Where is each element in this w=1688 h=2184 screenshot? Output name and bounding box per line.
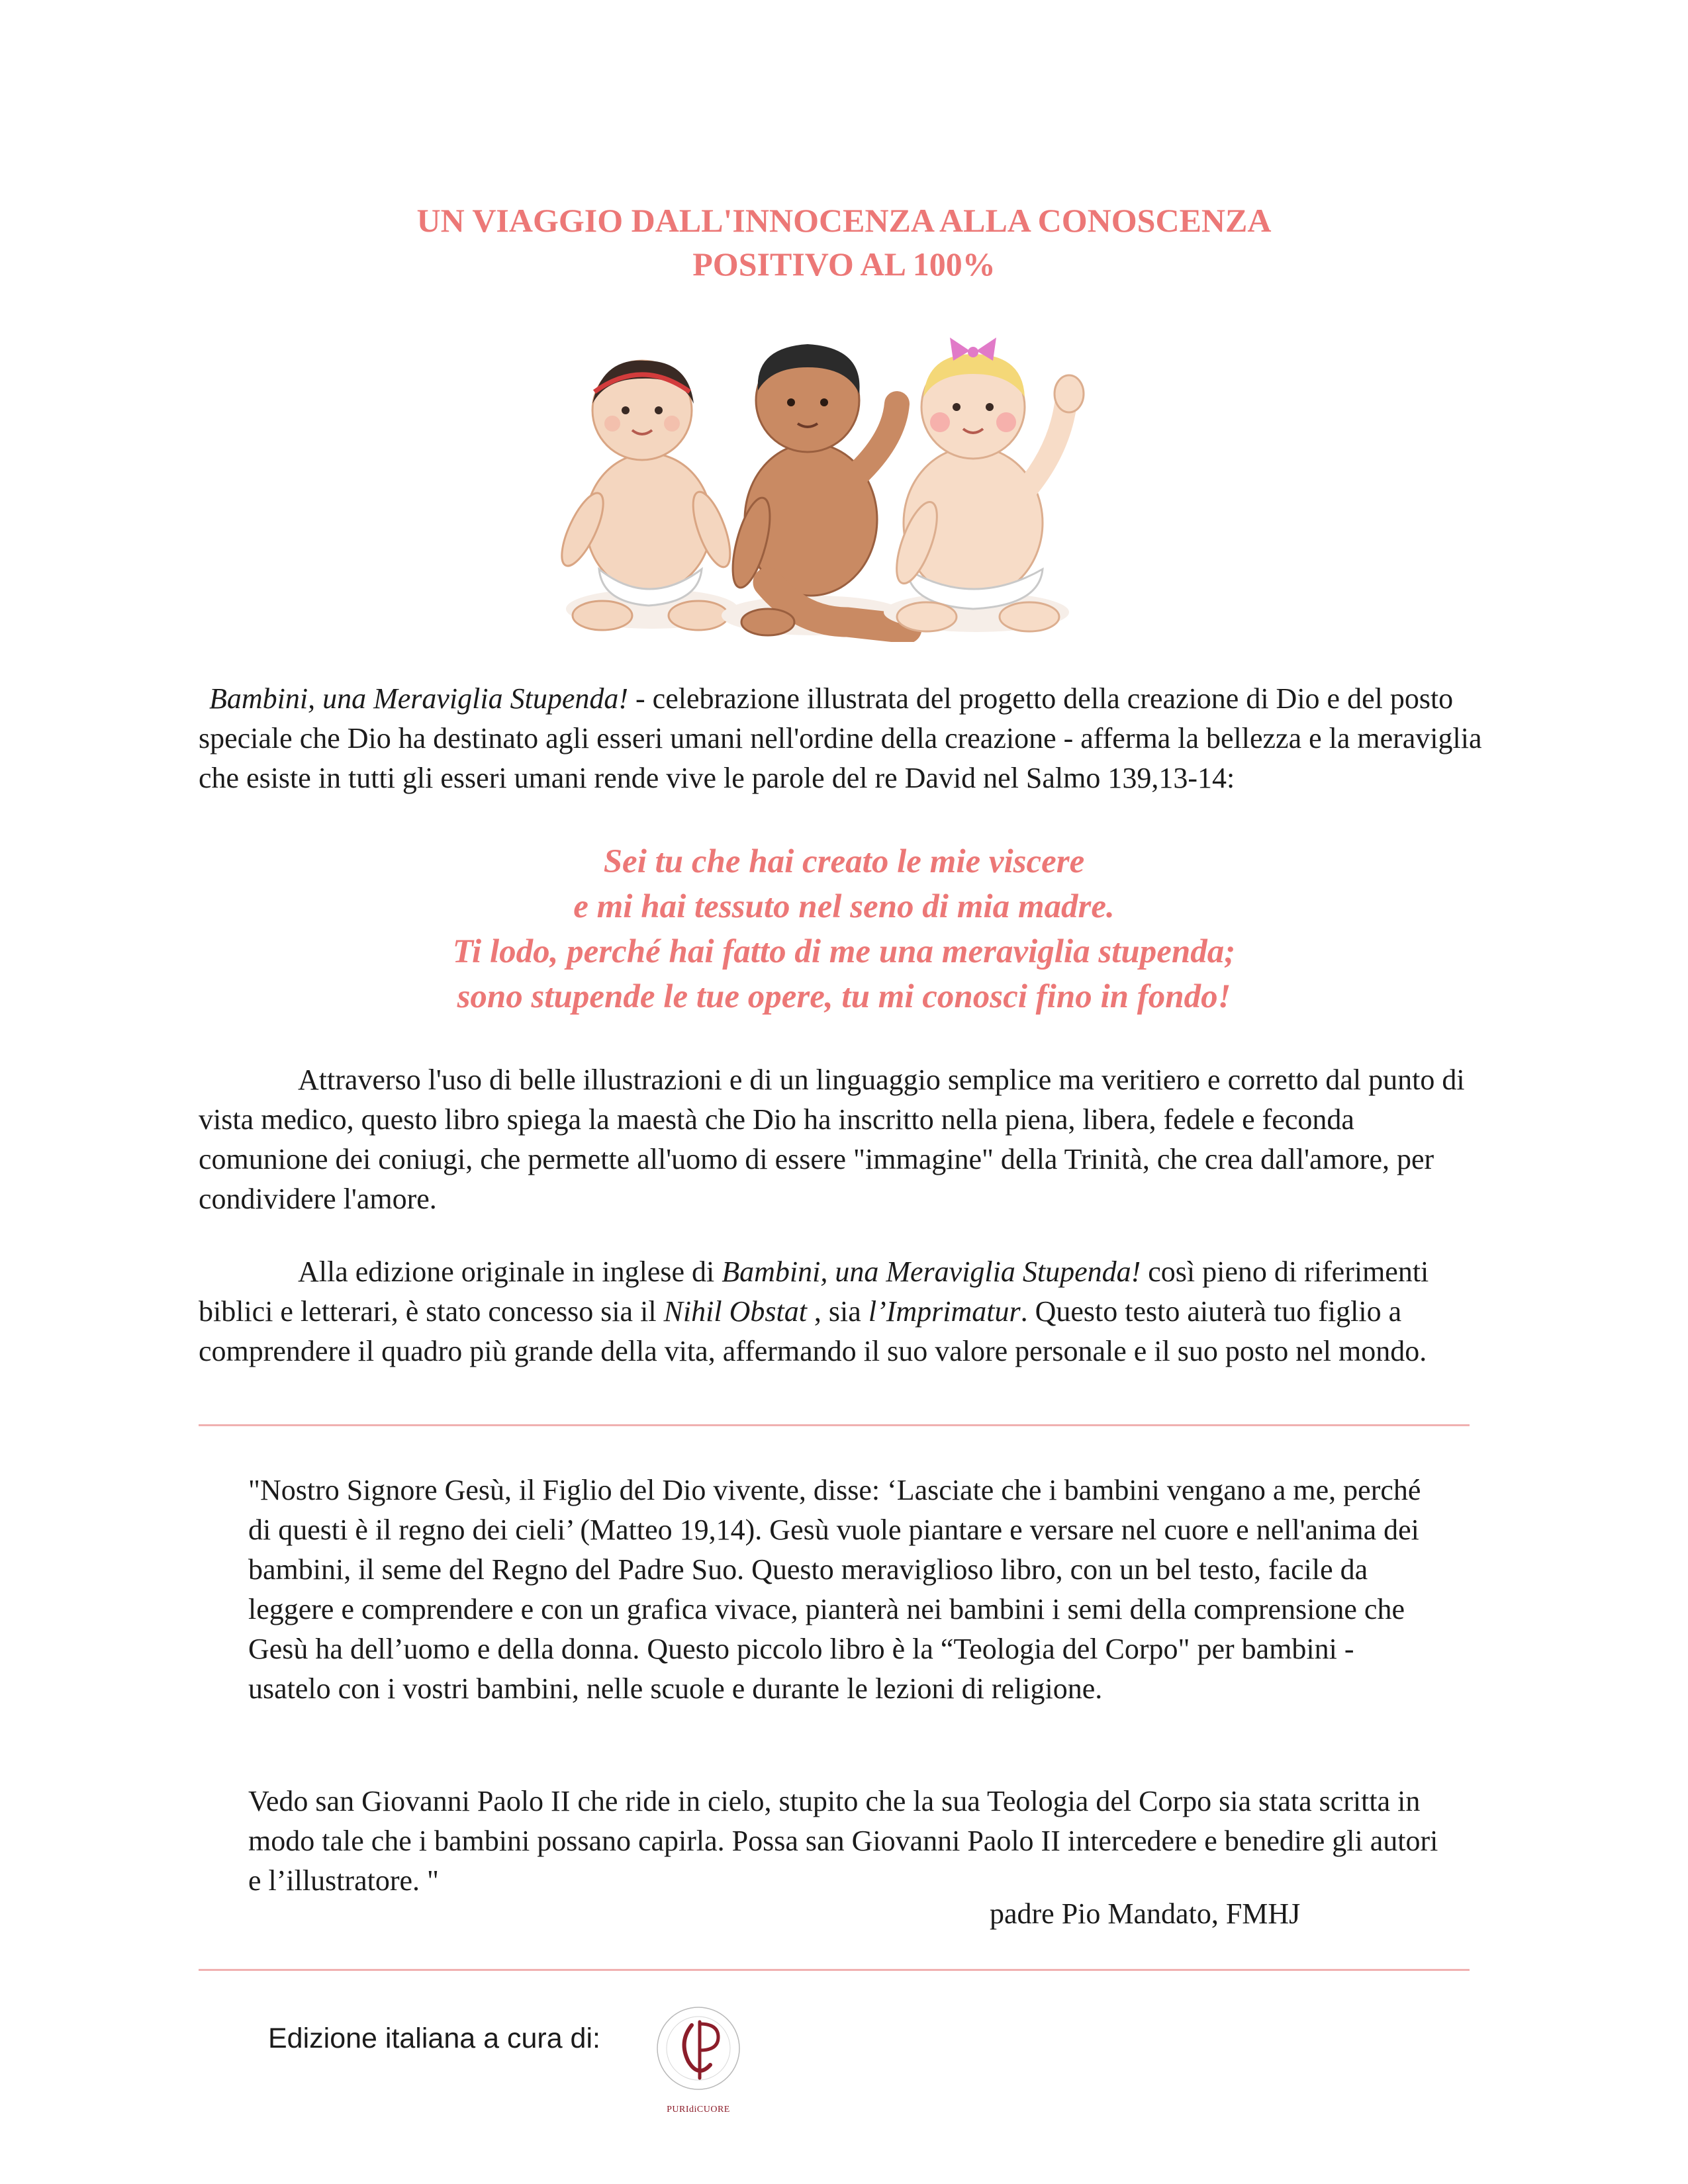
quote-paragraph-2: Vedo san Giovanni Paolo II che ride in cielo, stupito che la sua Teologia del Corpo sia stata scritta in modo tale che i bambini possano capirla. Possa san Giovanni Paolo II intercedere e benedire gli autori e l’illustratore. " [248,1785,1438,1897]
baby-right [884,338,1084,632]
quote-signature: padre Pio Mandato, FMHJ [990,1897,1301,1930]
psalm-line-1: Sei tu che hai creato le mie viscere [603,843,1085,880]
logo-name: PURIdiCUORE [667,2105,730,2115]
body-paragraph-2 [199,1252,1489,1371]
intro-text: - celebrazione illustrata del progetto della creazione di Dio e del posto speciale che Dio ha destinato agli esseri umani nell'ordine della creazione - afferma la bellezza e la meraviglia che esiste in tutti gli esseri umani rende vive le parole del re David nel Salmo 139,13-14: [199,682,1482,794]
psalm-line-3: Ti lodo, perché hai fatto di me una meraviglia stupenda; [452,933,1236,970]
paragraph2-part3: , sia [806,1295,868,1328]
body-paragraph-1: Attraverso l'uso di belle illustrazioni e di un linguaggio semplice ma veritiero e corretto dal punto di vista medico, questo libro spiega la maestà che Dio ha inscritto nella piena, libera, fedele e feconda comunione dei coniugi, che permette all'uomo di essere "immagine" della Trinità, che crea dall'amore, per condividere l'amore. [199,1064,1465,1215]
edition-label: Edizione italiana a cura di: [268,2023,600,2054]
baby-left [554,361,738,630]
title-line-1: UN VIAGGIO DALL'INNOCENZA ALLA CONOSCENZA [416,202,1272,239]
three-babies-illustration-icon [536,331,1119,642]
intro-book-title: Bambini, una Meraviglia Stupenda! [209,682,629,715]
title-line-2: POSITIVO AL 100% [692,246,996,283]
baby-middle [722,344,907,635]
paragraph2-imprimatur: l’Imprimatur [868,1295,1021,1328]
paragraph2-book-title: Bambini, una Meraviglia Stupenda! [722,1255,1141,1288]
paragraph2-part1: Alla edizione originale in inglese di [298,1255,722,1288]
divider-bottom [199,1969,1470,1971]
paragraph2-nihil: Nihil Obstat [663,1295,807,1328]
psalm-line-4: sono stupende le tue opere, tu mi conosci fino in fondo! [457,978,1231,1015]
paragraph2-part2: così pieno di riferimenti biblici e letterari, è stato concesso sia il [199,1255,1429,1328]
psalm-line-2: e mi hai tessuto nel seno di mia madre. [573,888,1115,925]
intro-paragraph [199,679,1489,798]
divider-top [199,1424,1470,1426]
quote-paragraph-1: "Nostro Signore Gesù, il Figlio del Dio vivente, disse: ‘Lasciate che i bambini vengano a me, perché di questi è il regno dei cieli’ (Matteo 19,14). Gesù vuole piantare e versare nel cuore e nell'anima dei bambini, il seme del Regno del Padre Suo. Questo meraviglioso libro, con un bel testo, facile da leggere e comprendere e con un grafica vivace, pianterà nei bambini i semi della comprensione che Gesù ha dell’uomo e della donna. Questo piccolo libro è la “Teologia del Corpo" per bambini - usatelo con i vostri bambini, nelle scuole e durante le lezioni di religione. [248,1474,1421,1705]
paragraph2-part4: . Questo testo aiuterà tuo figlio a comprendere il quadro più grande della vita, affermando il suo valore personale e il suo posto nel mondo. [199,1295,1427,1367]
